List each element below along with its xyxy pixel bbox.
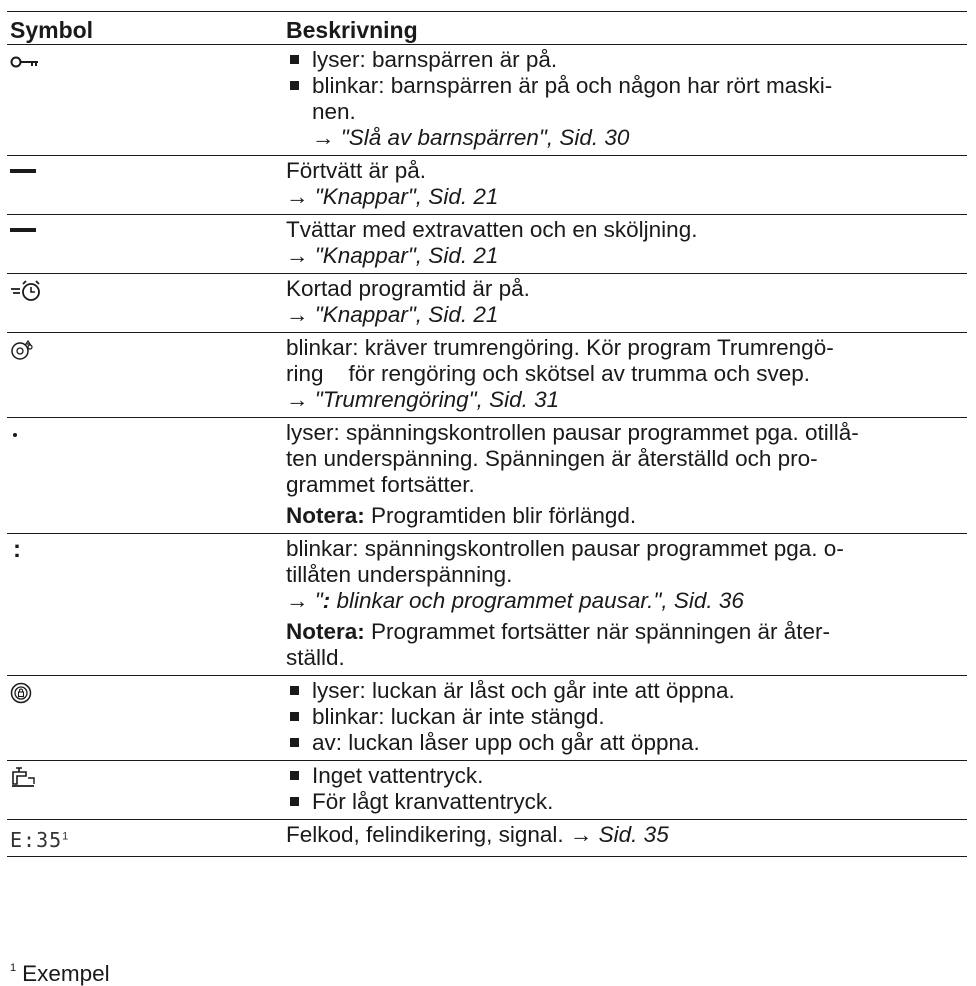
table-row: [7, 418, 967, 534]
description-text: blinkar: spänningskontrollen pausar programmet pga. o- tillåten underspänning.: [286, 536, 844, 587]
footnote: [10, 956, 110, 986]
list-item: lyser: luckan är låst och går inte att öppna.: [286, 678, 955, 704]
door-lock-icon: [10, 679, 32, 704]
bullet-list: [286, 763, 955, 815]
bullet-list: [286, 47, 955, 125]
dash-icon: [10, 228, 36, 232]
note-text: Programtiden blir förlängd.: [371, 503, 637, 528]
error-code-display: $E:35^1$: [10, 827, 70, 852]
key-icon: [10, 48, 40, 73]
description-text: Tvättar med extravatten och en sköljning.: [286, 217, 698, 242]
speed-clock-icon: [10, 277, 44, 302]
cross-reference-link[interactable]: "Knappar", Sid. 21: [314, 302, 499, 327]
note-label: Notera:: [286, 503, 365, 528]
header-description: Beskrivning: [286, 17, 418, 43]
symbol-table: [7, 11, 967, 857]
table-row: [7, 215, 967, 274]
table-row: [7, 761, 967, 820]
table-row: [7, 534, 967, 676]
description-text: Förtvätt är på.: [286, 158, 427, 183]
description-text: Kortad programtid är på.: [286, 276, 530, 301]
list-item: lyser: barnspärren är på.: [286, 47, 955, 73]
cross-reference-link[interactable]: "Knappar", Sid. 21: [314, 243, 499, 268]
colon-icon: :: [13, 536, 21, 563]
symbol-table-section: [7, 11, 967, 857]
tap-icon: [10, 764, 36, 789]
table-row: [7, 820, 967, 857]
table-row: [7, 274, 967, 333]
dash-icon: [10, 169, 36, 173]
cross-reference-link[interactable]: "Slå av barnspärren", Sid. 30: [340, 125, 630, 150]
table-row: [7, 45, 967, 156]
arrow: →: [286, 302, 309, 327]
table-row: [7, 333, 967, 418]
list-item: Inget vattentryck.: [286, 763, 955, 789]
cross-reference-link[interactable]: Sid. 35: [598, 822, 669, 847]
bullet-list: [286, 678, 955, 756]
dot-icon: [13, 433, 17, 437]
description-text: ring för rengöring och skötsel av trumma och svep.: [286, 361, 810, 386]
list-item: För lågt kranvattentryck.: [286, 789, 955, 815]
cross-reference-link[interactable]: "Trumrengöring", Sid. 31: [314, 387, 560, 412]
note-text: Programmet fortsätter när spänningen är åter- ställd.: [286, 619, 830, 670]
description-text: lyser: spänningskontrollen pausar programmet pga. otillå- ten underspänning. Spänningen är återställd och pro- grammet fortsätter.: [286, 420, 859, 497]
cross-reference-link[interactable]: "Knappar", Sid. 21: [314, 184, 499, 209]
footnote-mark: 1: [10, 962, 17, 974]
note-label: Notera:: [286, 619, 365, 644]
arrow: →: [312, 125, 335, 150]
footnote-text: Exempel: [22, 961, 110, 986]
arrow: →: [286, 243, 309, 268]
drum-clean-icon: [10, 336, 34, 361]
arrow: →: [286, 184, 309, 209]
header-symbol: Symbol: [10, 17, 94, 43]
description-text: blinkar: kräver trumrengöring. Kör program Trumrengö-: [286, 335, 834, 360]
table-row: [7, 156, 967, 215]
table-row: [7, 676, 967, 761]
arrow: →: [286, 588, 309, 613]
arrow: →: [286, 387, 309, 412]
list-item: av: luckan låser upp och går att öppna.: [286, 730, 955, 756]
list-item: blinkar: luckan är inte stängd.: [286, 704, 955, 730]
footnote-mark: 1: [62, 830, 70, 842]
table-header-row: [7, 12, 967, 45]
description-text: Felkod, felindikering, signal. →: [286, 822, 599, 847]
list-item: blinkar: barnspärren är på och någon har rört maski- nen.: [286, 73, 955, 125]
cross-reference-link[interactable]: ": blinkar och programmet pausar.", Sid. 36: [314, 588, 744, 613]
